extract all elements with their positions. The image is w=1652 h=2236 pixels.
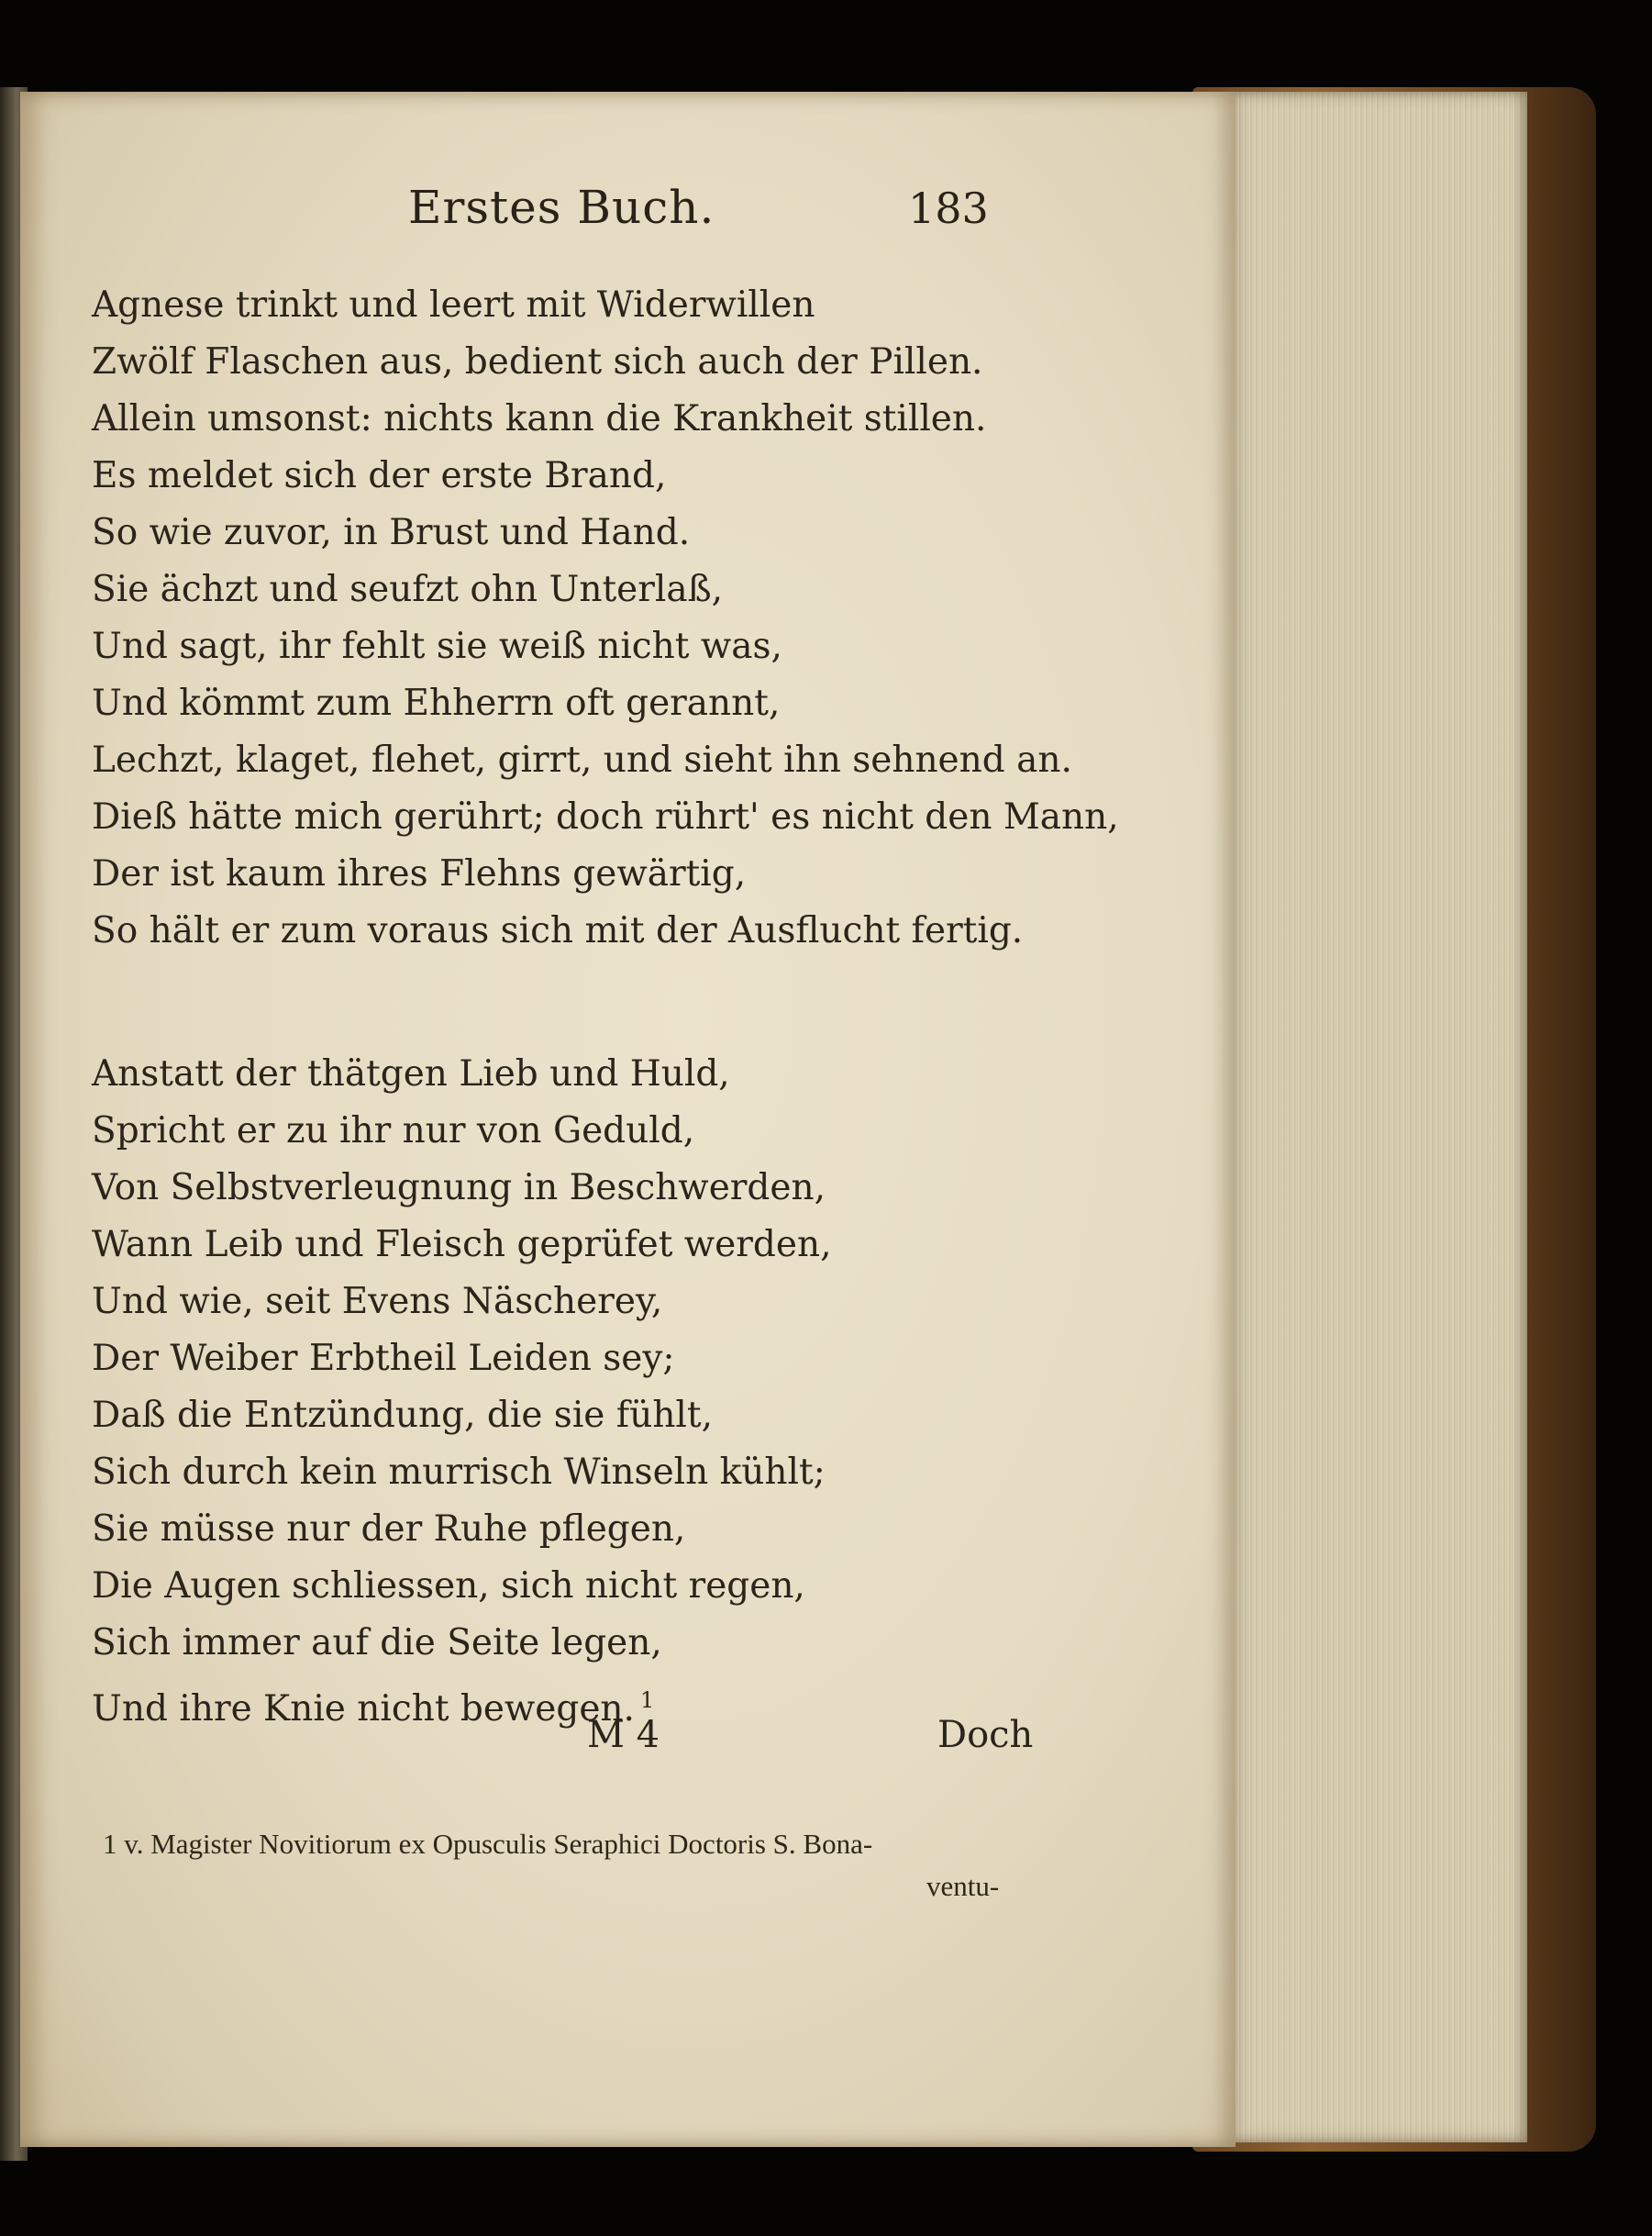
verse-line: So wie zuvor, in Brust und Hand.: [92, 512, 691, 553]
page-number: 183: [908, 184, 989, 233]
verse-line: Sich immer auf die Seite legen,: [92, 1622, 662, 1663]
verse-text: Und ihre Knie nicht bewegen.: [92, 1688, 635, 1730]
verse-line: Wann Leib und Fleisch geprüfet werden,: [92, 1224, 832, 1265]
verse-line-with-footnote: [92, 1672, 831, 1729]
footnote-line-1: 1 v. Magister Novitiorum ex Opusculis Seraphici Doctoris S. Bona-: [103, 1828, 873, 1860]
verse-line: Sich durch kein murrisch Winseln kühlt;: [92, 1452, 826, 1493]
footnote-marker: 1: [639, 1687, 655, 1713]
verse-line: Und wie, seit Evens Näscherey,: [92, 1281, 663, 1322]
verse-line: Daß die Entzündung, die sie fühlt,: [92, 1395, 713, 1436]
verse-line: Allein umsonst: nichts kann die Krankheit stillen.: [92, 398, 987, 439]
verse-line: Zwölf Flaschen aus, bedient sich auch der Pillen.: [92, 341, 983, 383]
verse-line: Die Augen schliessen, sich nicht regen,: [92, 1565, 805, 1607]
verse-line: Der ist kaum ihres Flehns gewärtig,: [92, 853, 747, 895]
verse-line: Agnese trinkt und leert mit Widerwillen: [92, 284, 815, 326]
verse-line: Lechzt, klaget, flehet, girrt, und sieht ihn sehnend an.: [92, 740, 1072, 781]
verse-line: Sie ächzt und seufzt ohn Unterlaß,: [92, 569, 724, 610]
verse-line: Anstatt der thätgen Lieb und Huld,: [92, 1053, 730, 1095]
verse-line: Und kömmt zum Ehherrn oft gerannt,: [92, 683, 781, 724]
poem-stanza-2: [92, 1046, 831, 1729]
page-edges: [1225, 92, 1527, 2142]
running-head: Erstes Buch.: [408, 181, 715, 234]
verse-line: Spricht er zu ihr nur von Geduld,: [92, 1110, 695, 1151]
verse-line: Es meldet sich der erste Brand,: [92, 455, 667, 496]
verse-line: Von Selbstverleugnung in Beschwerden,: [92, 1167, 826, 1208]
verse-line: So hält er zum voraus sich mit der Ausflucht fertig.: [92, 910, 1024, 951]
verse-line: Der Weiber Erbtheil Leiden sey;: [92, 1338, 675, 1379]
verse-line: Dieß hätte mich gerührt; doch rührt' es nicht den Mann,: [92, 796, 1119, 838]
verse-line: Sie müsse nur der Ruhe pflegen,: [92, 1508, 686, 1550]
verse-line: Und sagt, ihr fehlt sie weiß nicht was,: [92, 626, 782, 667]
catchword: Doch: [937, 1714, 1034, 1756]
poem-stanza-1: [92, 277, 1119, 960]
footnote-line-2: ventu-: [926, 1870, 1000, 1902]
signature-mark: M 4: [587, 1714, 660, 1756]
